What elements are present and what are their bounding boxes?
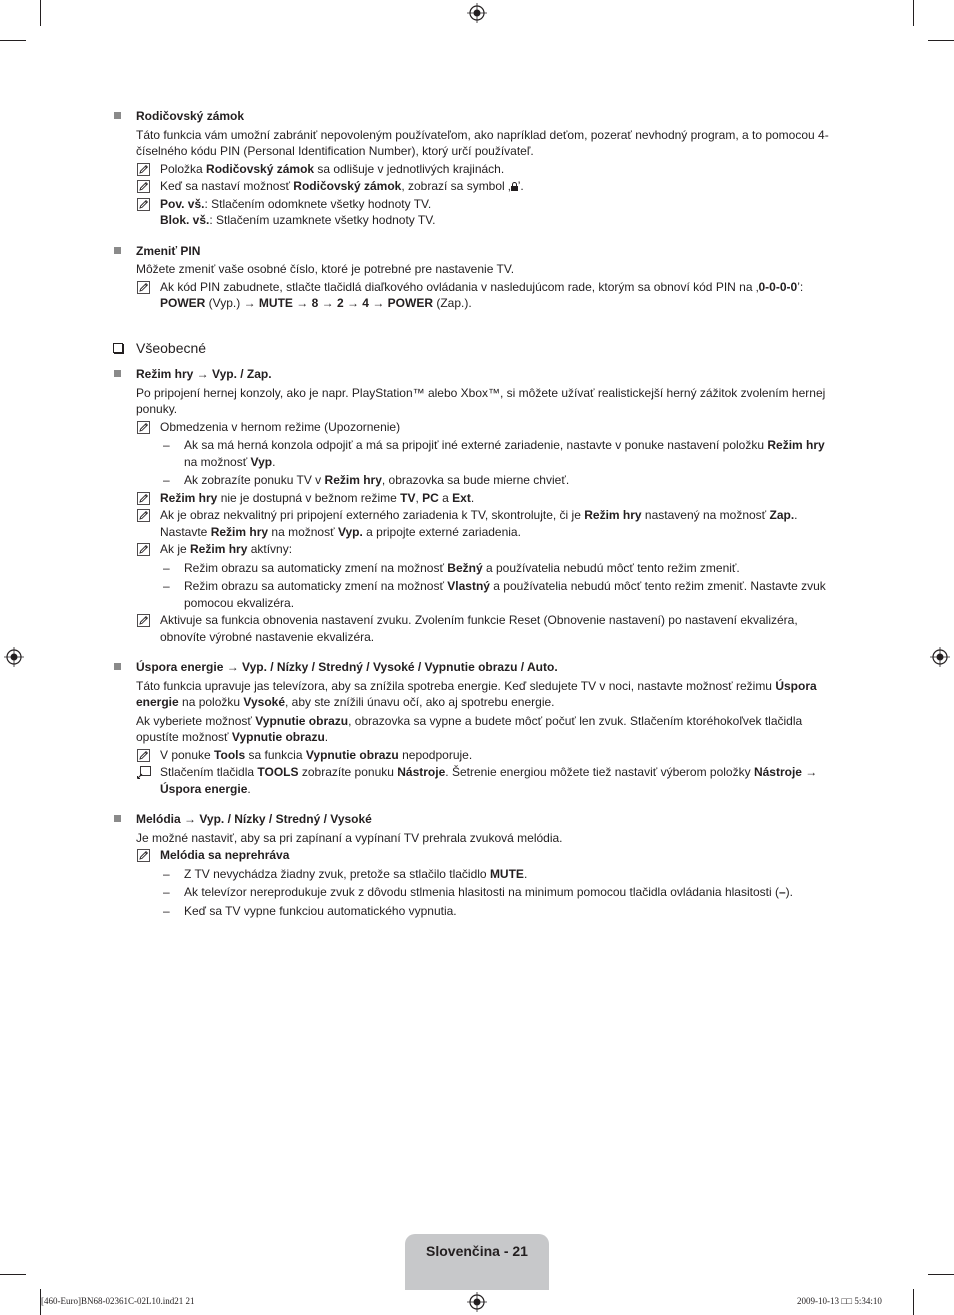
note: Položka Rodičovský zámok sa odlišuje v jednotlivých krajinách. [136,161,840,178]
note: Melódia sa neprehráva [136,847,840,864]
section-heading [112,340,840,357]
item-title: Zmeniť PIN [136,243,201,258]
item-title: Melódia → Vyp. / Nízky / Stredný / Vysoké [136,812,372,826]
spacer [112,923,840,933]
note-pencil-icon [137,198,150,211]
print-slug-right: 2009-10-13 □□ 5:34:10 [797,1296,882,1306]
note: Pov. vš.: Stlačením odomknete všetky hodnoty TV. Blok. vš.: Stlačením uzamknete všetky hodnoty TV. [136,196,840,229]
note: V ponuke Tools sa funkcia Vypnutie obrazu nepodporuje. [136,747,840,764]
crop-mark [913,1289,914,1315]
dash-item: – Režim obrazu sa automaticky zmení na možnosť Bežný a používatelia nebudú môcť tento režim zmeniť. [163,560,740,575]
document-body [112,108,840,933]
note-pencil-icon [137,281,150,294]
item-title: Režim hry → Vyp. / Zap. [136,367,272,381]
note: Keď sa nastaví možnosť Rodičovský zámok, zobrazí sa symbol ‚ ’. [136,178,840,195]
dash-bullet: – [163,560,170,575]
note-pencil-icon [137,163,150,176]
note-pencil-icon [137,421,150,434]
registration-mark-icon [467,3,487,23]
dash-bullet: – [163,866,170,881]
dash-bullet: – [163,903,170,918]
bullet-square-icon [114,815,121,822]
item-title: Rodičovský zámok [136,109,245,123]
page-label: Slovenčina - 21 [426,1243,528,1259]
crop-mark [0,40,26,41]
bullet-square-icon [114,370,121,377]
paragraph: Je možné nastaviť, aby sa pri zapínaní a vypínaní TV prehrala zvuková melódia. [136,830,563,845]
tools-note: Stlačením tlačidla TOOLS zobrazíte ponuku Nástroje. Šetrenie energiou môžete tiež nastaviť výberom položky Nástroje → Úspora energie. [136,764,840,797]
note-pencil-icon [137,543,150,556]
spacer [112,649,840,659]
crop-mark [0,1274,26,1275]
menu-option-item [112,108,840,229]
crop-mark [928,40,954,41]
dash-item: – Režim obrazu sa automaticky zmení na možnosť Vlastný a používatelia nebudú môcť tento režim zmeniť. Nastavte zvuk pomocou ekvalizéra. [163,579,826,610]
note: Obmedzenia v hernom režime (Upozornenie) [136,419,840,436]
note: Ak kód PIN zabudnete, stlačte tlačidlá diaľkového ovládania v nasledujúcom rade, ktorým sa obnoví kód PIN na ‚0-0-0-0’: POWER (Vyp.) → MUTE → 8 → 2 → 4 → POWER (Zap.). [136,279,840,312]
dash-bullet: – [163,885,170,899]
lock-icon [511,179,518,188]
menu-option-item [112,811,840,919]
registration-mark-icon [930,647,950,667]
note: Režim hry nie je dostupná v bežnom režime TV, PC a Ext. [136,490,840,507]
note: Aktivuje sa funkcia obnovenia nastavení zvuku. Zvolením funkcie Reset (Obnovenie nastavení) po nastavení ekvalizéra, obnovíte výrobné nastavenie ekvalizéra. [136,612,840,645]
note-pencil-icon [137,492,150,505]
section-heading-text: Všeobecné [136,339,207,356]
dash-bullet: – [163,579,170,593]
item-title: Úspora energie → Vyp. / Nízky / Stredný / Vysoké / Vypnutie obrazu / Auto. [136,660,558,674]
paragraph: Táto funkcia vám umožní zabrániť nepovoleným používateľom, ako napríklad deťom, pozerať nevhodný program, a to pomocou 4-číselného kódu PIN (Personal Identification Number), ktorý určí používateľ. [136,127,829,158]
crop-mark [928,1274,954,1275]
menu-option-item [112,659,840,797]
menu-option-item [112,366,840,645]
checkbox-square-icon [113,343,123,353]
dash-item: – Keď sa TV vypne funkciou automatického vypnutia. [163,903,457,918]
print-slug-left: [460-Euro]BN68-02361C-02L10.ind21 21 [41,1296,195,1306]
crop-mark [40,0,41,26]
spacer [112,233,840,243]
dash-item: – Ak televízor nereprodukuje zvuk z dôvodu stlmenia hlasitosti na minimum pomocou tlačidla ovládania hlasitosti (–). [163,885,793,899]
paragraph: Ak vyberiete možnosť Vypnutie obrazu, obrazovka sa vypne a budete môcť počuť len zvuk. Stlačením ktoréhokoľvek tlačidla opustíte možnosť Vypnutie obrazu. [136,713,803,744]
note: Ak je Režim hry aktívny: [136,541,840,558]
bullet-square-icon [114,112,121,119]
tools-icon [137,766,150,779]
dash-item: – Ak zobrazíte ponuku TV v Režim hry, obrazovka sa bude mierne chvieť. [163,473,570,487]
note: Ak je obraz nekvalitný pri pripojení externého zariadenia k TV, skontrolujte, či je Režim hry nastavený na možnosť Zap.. Nastavte Režim hry na možnosť Vyp. a pripojte externé zariadenia. [136,507,840,540]
spacer [112,801,840,811]
note-pencil-icon [137,509,150,522]
dash-item: – Ak sa má herná konzola odpojiť a má sa pripojiť iné externé zariadenie, nastavte v ponuke nastavení položku Režim hry na možnosť Vyp. [163,438,825,469]
paragraph: Môžete zmeniť vaše osobné číslo, ktoré je potrebné pre nastavenie TV. [136,262,515,276]
paragraph: Po pripojení hernej konzoly, ako je napr. PlayStation™ alebo Xbox™, si môžete užívať realistickejší herný zážitok zvolením hernej ponuky. [136,385,826,416]
note-pencil-icon [137,614,150,627]
note-pencil-icon [137,749,150,762]
bullet-square-icon [114,247,121,254]
dash-item: – Z TV nevychádza žiadny zvuk, pretože sa stlačilo tlačidlo MUTE. [163,866,528,881]
registration-mark-icon [4,647,24,667]
dash-bullet: – [163,438,170,452]
dash-bullet: – [163,473,170,487]
spacer [112,316,840,326]
paragraph: Táto funkcia upravuje jas televízora, aby sa znížila spotreba energie. Keď sledujete TV v noci, nastavte možnosť režimu Úspora energie na položku Vysoké, aby ste znížili únavu očí, ako aj spotrebu energie. [136,678,817,709]
page-number-tab [405,1234,549,1290]
note-pencil-icon [137,180,150,193]
menu-option-item [112,243,840,312]
registration-mark-icon [467,1292,487,1312]
crop-mark [913,0,914,26]
bullet-square-icon [114,663,121,670]
note-pencil-icon [137,849,150,862]
